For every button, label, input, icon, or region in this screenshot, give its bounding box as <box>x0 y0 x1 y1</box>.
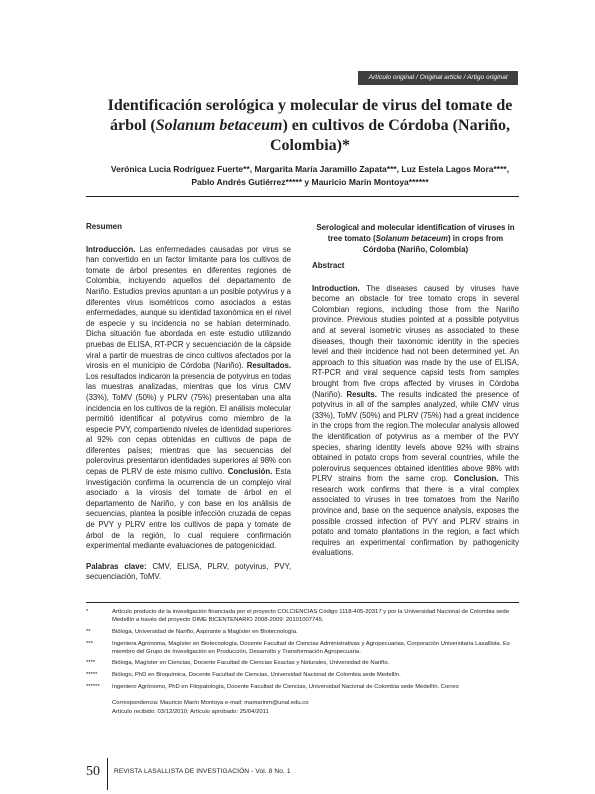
footnote-divider <box>86 602 519 603</box>
title-part1: Identificación serológica y molecular de virus del tomate de árbol ( <box>107 97 513 134</box>
resumen-conclusion-label: Conclusión. <box>227 467 273 477</box>
footnote-2 <box>86 629 519 637</box>
footnote-text: Bióloga, Universidad de Nariño, Aspirante a Magíster en Biotecnología. <box>112 629 298 635</box>
footnote-text: Artículo producto de la investigación financiada por el proyecto COLCIENCIAS Código 1118-405-20317 y por la Universidad Nacional de Colombia sede Medellín a través del proyecto DIME BICENTENARIO 2008-2009: 20101007745. <box>112 609 509 623</box>
resumen-heading: Resumen <box>86 222 123 231</box>
resumen-body <box>86 245 291 552</box>
footnote-text: Bióloga, Magíster en Ciencias, Docente Facultad de Ciencias Exactas y Naturales, Universidad de Nariño. <box>112 660 390 666</box>
article-title <box>100 96 520 156</box>
footnote-5 <box>86 672 519 680</box>
english-title <box>312 222 519 255</box>
journal-footer: REVISTA LASALLISTA DE INVESTIGACIÓN - Vol. 8 No. 1 <box>114 768 291 775</box>
abstract-body <box>312 284 519 559</box>
abstract-heading: Abstract <box>312 261 345 270</box>
abstract-conclusion-text: This research work confirms that there is a viral complex associated to viruses in tree tomatoes from the Nariño province and, base on the sequence analysis, exposes the possible crossed infection of PVY and PLRV strains in potato and tomato plantations in the region, a fact which requires an experimental confirmation by pathogenicity evaluations. <box>312 474 519 558</box>
title-species: Solanum betaceum <box>155 117 283 134</box>
footnote-mark: *** <box>86 641 93 647</box>
footnote-mark: * <box>86 609 89 615</box>
resumen-intro-text: Las enfermedades causadas por virus se han convertido en un factor limitante para los cultivos de tomate de árbol presentes en diferentes regiones de Colombia, incluyendo aquellos del departamento de Nariño. Estudios previos apuntan a un posible potyvirus y a diferentes virus isométricos como asociados a estas enfermedades, aunque su identidad taxonómica en el nivel de especie y su incidencia no se habían determinado. Dicha situación fue abordada en este estudio utilizando pruebas de ELISA, RT-PCR y secuenciación de la cápside viral a partir de muestras de cinco cultivos afectados por la virosis en el municipio de Córdoba (Nariño). <box>86 244 292 371</box>
resumen-conclusion-text: Esta investigación confirma la ocurrencia de un complejo viral asociado a la virosis del tomate de árbol en el departamento de Nariño, y con base en los análisis de secuencias, plantea la posible infección cruzada de cepas de PVY y PLRV entre los cultivos de papa y tomate de árbol de la región, lo cual requiere confirmación experimental mediante evaluaciones de patogenicidad. <box>86 467 291 551</box>
footnote-text: Biólogo, PhD en Bioquímica, Docente Facultad de Ciencias, Universidad Nacional de Colombia sede Medellín. <box>112 672 401 678</box>
resumen-results-text: Los resultados indicaron la presencia de potyvirus en todas las muestras analizadas, mientras que los virus CMV (33%), ToMV (50%) y PLRV (75%) presentaban una alta incidencia en los cultivos de la región. El análisis molecular permitió identificar al potyvirus como miembro de la especie PVY, compartiendo niveles de identidad superiores al 92% con cepas obtenidas en cultivos de papa de diferentes países; mientras que las secuencias del polerovirus presentaron identidades superiores al 98% con cepas de PLRV de este mismo cultivo. <box>86 371 292 477</box>
abstract-intro-label: Introduction. <box>312 283 360 293</box>
footnote-mark: ****** <box>86 684 100 690</box>
footnote-mark: ***** <box>86 672 98 678</box>
page-number: 50 <box>86 764 100 779</box>
article-dates: Artículo recibido: 03/12/2010; Artículo aprobado: 25/04/2011 <box>112 709 269 715</box>
abstract-results-text: The results indicated the presence of potyvirus in all of the samples analyzed, while CMV virus (33%), ToMV (50%) and PLRV (75%) had a great incidence in the crops from the region.The molecular analysis allowed the identification of potyvirus as a member of the PVY species, sharing identity levels above 92% with strains obtained in potato crops from several countries, while the polerovirus sequences obtained identities above 98% with PLRV strains from the same crop. <box>312 389 520 484</box>
title-part2: ) en cultivos de Córdoba (Nariño, Colombia)* <box>270 117 511 154</box>
footnote-text: Ingeniera Agrónoma, Magíster en Biotecnología, Docente Facultad de Ciencias Administrativas y Agropecuarias, Corporación Universitaria Lasallista. Es miembro del Grupo de Investigación en Producción, Desarrollo y Transformación Agropecuaria. <box>112 641 510 655</box>
resumen-results-label: Resultados. <box>246 361 291 371</box>
keywords-text: CMV, ELISA, PLRV, potyvirus, PVY, secuenciación, ToMV. <box>86 561 291 582</box>
resumen-column <box>86 222 291 583</box>
keywords-label: Palabras clave: <box>86 561 147 571</box>
english-title-species: Solanum betaceum <box>375 234 448 243</box>
header-divider <box>86 196 519 197</box>
footnote-3 <box>86 641 519 656</box>
abstract-conclusion-label: Conclusion. <box>453 474 499 484</box>
english-title-part1: Serological and molecular identification of viruses in tree tomato ( <box>316 223 515 243</box>
correspondence: Correspondencia: Mauricio Marín Montoya e-mail: mamarinm@unal.edu.co <box>112 700 309 706</box>
footnote-1 <box>86 609 519 624</box>
article-type-badge: Artículo original / Original article / Artigo original <box>358 71 518 85</box>
footer-divider <box>107 758 108 790</box>
footnote-6 <box>86 684 519 692</box>
footnote-4 <box>86 660 519 668</box>
footnote-mark: ** <box>86 629 91 635</box>
abstract-results-label: Results. <box>346 389 377 399</box>
footnote-mark: **** <box>86 660 96 666</box>
abstract-column <box>312 222 519 559</box>
resumen-intro-label: Introducción. <box>86 244 136 254</box>
abstract-intro-text: The diseases caused by viruses have become an obstacle for tree tomato crops in several Colombian regions, including those from the Nariño province. Previous studies pointed at a possible potyvirus and at several isometric viruses as associated to these diseases, though their taxonomic identity in the species level and their incidence had not been determined yet. An approach to this situation was made by the use of ELISA, RT-PCR and viral sequence capsid tests from samples brought from five crops affected by viruses in Córdoba (Nariño). <box>312 283 519 399</box>
footnote-text: Ingeniero Agrónomo, PhD en Fitopatología, Docente Facultad de Ciencias, Universidad Nacional de Colombia sede Medellín. Correo <box>112 684 459 690</box>
english-title-part2: ) in crops from Córdoba (Nariño, Colombia) <box>362 234 504 254</box>
author-list: Verónica Lucia Rodríguez Fuerte**, Margarita María Jaramillo Zapata***, Luz Estela Lagos Mora****, Pablo Andrés Gutiérrez***** y Mauricio Marín Montoya****** <box>110 164 510 187</box>
resumen-keywords <box>86 562 291 583</box>
